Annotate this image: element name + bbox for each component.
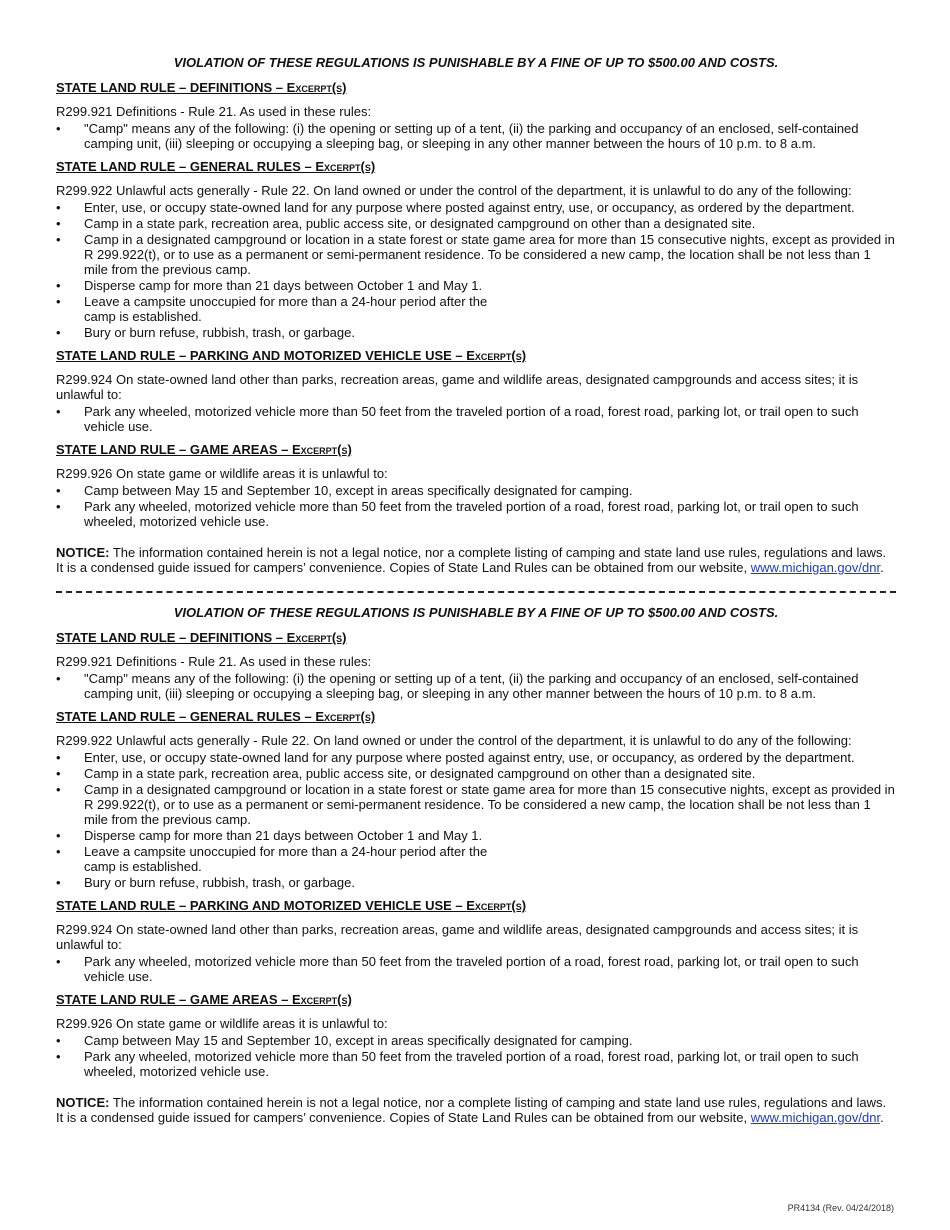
- rule-list: [56, 671, 896, 701]
- rule-item: [56, 216, 896, 231]
- bullet-icon: •: [56, 782, 61, 797]
- rule-item: [56, 782, 896, 827]
- section-heading-excerpt: Excerpt(s): [466, 898, 527, 913]
- rule-list: [56, 121, 896, 151]
- bullet-icon: •: [56, 121, 61, 136]
- bullet-icon: •: [56, 483, 61, 498]
- section-heading-text: STATE LAND RULE – GAME AREAS –: [56, 442, 292, 457]
- game-areas-section: [56, 442, 896, 529]
- bullet-icon: •: [56, 216, 61, 231]
- parking-section: [56, 898, 896, 984]
- bullet-icon: •: [56, 750, 61, 765]
- section-heading-text: STATE LAND RULE – GENERAL RULES –: [56, 159, 316, 174]
- section-heading: [56, 442, 896, 457]
- section-heading: [56, 709, 896, 724]
- section-heading-text: STATE LAND RULE – GAME AREAS –: [56, 992, 292, 1007]
- rule-list: [56, 200, 896, 340]
- section-heading-excerpt: Excerpt(s): [286, 630, 347, 645]
- rule-item-text: Park any wheeled, motorized vehicle more than 50 feet from the traveled portion of a road, forest road, parking lot, or trail open to such wheeled, motorized vehicle use.: [84, 499, 859, 529]
- regulations-notice: [56, 55, 896, 575]
- rule-item-text: Camp between May 15 and September 10, except in areas specifically designated for camping.: [84, 1033, 633, 1048]
- rule-item: [56, 1033, 896, 1048]
- rule-item-text: Camp in a designated campground or location in a state forest or state game area for more than 15 consecutive nights, except as provided in R 299.922(t), or to use as a permanent or semi-permanent residence. To be considered a new camp, the location shall be not less than 1 mile from the previous camp.: [84, 232, 895, 277]
- section-heading-text: STATE LAND RULE – PARKING AND MOTORIZED VEHICLE USE –: [56, 348, 467, 363]
- fine-warning: VIOLATION OF THESE REGULATIONS IS PUNISHABLE BY A FINE OF UP TO $500.00 AND COSTS.: [173, 55, 779, 70]
- bullet-icon: •: [56, 875, 61, 890]
- rule-item-text: Enter, use, or occupy state-owned land for any purpose where posted against entry, use, or occupancy, as ordered by the department.: [84, 200, 855, 215]
- rule-item: [56, 232, 896, 277]
- rule-item: [56, 828, 896, 843]
- rule-item: [56, 200, 896, 215]
- bullet-icon: •: [56, 294, 61, 309]
- section-heading-excerpt: Excerpt(s): [315, 709, 376, 724]
- rule-item-text: "Camp" means any of the following: (i) the opening or setting up of a tent, (ii) the parking and occupancy of an enclosed, self-contained camping unit, (iii) sleeping or occupying a sleeping bag, or sleeping in any other manner between the hours of 10 p.m. to 8 a.m.: [84, 671, 859, 701]
- rule-item: [56, 278, 896, 293]
- bullet-icon: •: [56, 499, 61, 514]
- rule-item: [56, 954, 896, 984]
- form-id: PR4134 (Rev. 04/24/2018): [787, 1203, 894, 1213]
- rule-item-text: Park any wheeled, motorized vehicle more than 50 feet from the traveled portion of a road, forest road, parking lot, or trail open to such vehicle use.: [84, 404, 859, 434]
- rule-item-text: Enter, use, or occupy state-owned land for any purpose where posted against entry, use, or occupancy, as ordered by the department.: [84, 750, 855, 765]
- definitions-section: [56, 80, 896, 151]
- legal-notice: [56, 1095, 896, 1125]
- section-heading: [56, 159, 896, 174]
- rule-item: [56, 499, 896, 529]
- rule-item-text: Bury or burn refuse, rubbish, trash, or garbage.: [84, 325, 355, 340]
- section-heading-excerpt: Excerpt(s): [466, 348, 527, 363]
- general-rules-section: [56, 159, 896, 340]
- bullet-icon: •: [56, 1049, 61, 1064]
- rule-item-text: Camp in a state park, recreation area, public access site, or designated campground on other than a designated site.: [84, 766, 756, 781]
- legal-notice: [56, 545, 896, 575]
- bullet-icon: •: [56, 278, 61, 293]
- section-heading: [56, 992, 896, 1007]
- parking-section: [56, 348, 896, 434]
- rule-item: [56, 671, 896, 701]
- fine-warning: VIOLATION OF THESE REGULATIONS IS PUNISHABLE BY A FINE OF UP TO $500.00 AND COSTS.: [173, 605, 779, 620]
- notice-text: The information contained herein is not a legal notice, nor a complete listing of camping and state land use rules, regulations and laws. It is a condensed guide issued for campers’ convenience. Copies of State Land Rules can be obtained from our website,: [56, 1095, 887, 1125]
- rule-item-text: Disperse camp for more than 21 days between October 1 and May 1.: [84, 278, 483, 293]
- section-heading-text: STATE LAND RULE – DEFINITIONS –: [56, 630, 287, 645]
- section-heading-excerpt: Excerpt(s): [291, 442, 352, 457]
- rule-item-text: "Camp" means any of the following: (i) the opening or setting up of a tent, (ii) the parking and occupancy of an enclosed, self-contained camping unit, (iii) sleeping or occupying a sleeping bag, or sleeping in any other manner between the hours of 10 p.m. to 8 a.m.: [84, 121, 859, 151]
- bullet-icon: •: [56, 200, 61, 215]
- notice-end: .: [880, 1110, 884, 1125]
- rule-intro: R299.921 Definitions - Rule 21. As used in these rules:: [56, 654, 372, 669]
- section-heading: [56, 80, 896, 95]
- section-heading-text: STATE LAND RULE – DEFINITIONS –: [56, 80, 287, 95]
- rule-intro: R299.924 On state-owned land other than parks, recreation areas, game and wildlife areas, designated campgrounds and access sites; it is unlawful to:: [56, 922, 859, 952]
- rule-intro: R299.924 On state-owned land other than parks, recreation areas, game and wildlife areas, designated campgrounds and access sites; it is unlawful to:: [56, 372, 859, 402]
- dnr-website-link[interactable]: www.michigan.gov/dnr: [750, 560, 881, 575]
- bullet-icon: •: [56, 1033, 61, 1048]
- rule-item-text: Disperse camp for more than 21 days between October 1 and May 1.: [84, 828, 483, 843]
- rule-intro: R299.922 Unlawful acts generally - Rule 22. On land owned or under the control of the department, it is unlawful to do any of the following:: [56, 733, 852, 748]
- rule-list: [56, 1033, 896, 1079]
- section-heading: [56, 348, 896, 363]
- rule-list: [56, 404, 896, 434]
- rule-item-text: Leave a campsite unoccupied for more than a 24-hour period after the camp is established.: [84, 294, 488, 324]
- rule-item: [56, 750, 896, 765]
- rule-list: [56, 750, 896, 890]
- section-heading: [56, 898, 896, 913]
- rule-item-text: Camp in a designated campground or location in a state forest or state game area for more than 15 consecutive nights, except as provided in R 299.922(t), or to use as a permanent or semi-permanent residence. To be considered a new camp, the location shall be not less than 1 mile from the previous camp.: [84, 782, 895, 827]
- rule-item-text: Park any wheeled, motorized vehicle more than 50 feet from the traveled portion of a road, forest road, parking lot, or trail open to such wheeled, motorized vehicle use.: [84, 1049, 859, 1079]
- section-heading: [56, 630, 896, 645]
- notice-label: NOTICE:: [56, 1095, 110, 1110]
- section-heading-excerpt: Excerpt(s): [315, 159, 376, 174]
- rule-item-text: Bury or burn refuse, rubbish, trash, or garbage.: [84, 875, 355, 890]
- rule-item: [56, 483, 896, 498]
- regulations-notice: [56, 605, 896, 1125]
- rule-item-text: Camp between May 15 and September 10, except in areas specifically designated for camping.: [84, 483, 633, 498]
- rule-intro: R299.921 Definitions - Rule 21. As used in these rules:: [56, 104, 372, 119]
- rule-intro: R299.922 Unlawful acts generally - Rule 22. On land owned or under the control of the department, it is unlawful to do any of the following:: [56, 183, 852, 198]
- cut-line-divider: [56, 591, 896, 593]
- section-heading-text: STATE LAND RULE – PARKING AND MOTORIZED VEHICLE USE –: [56, 898, 467, 913]
- bullet-icon: •: [56, 671, 61, 686]
- notice-end: .: [880, 560, 884, 575]
- bullet-icon: •: [56, 828, 61, 843]
- notice-page: [56, 55, 896, 1125]
- bullet-icon: •: [56, 844, 61, 859]
- rule-intro: R299.926 On state game or wildlife areas it is unlawful to:: [56, 466, 388, 481]
- rule-item: [56, 404, 896, 434]
- rule-item-text: Leave a campsite unoccupied for more than a 24-hour period after the camp is established.: [84, 844, 488, 874]
- section-heading-excerpt: Excerpt(s): [286, 80, 347, 95]
- bullet-icon: •: [56, 954, 61, 969]
- rule-item: [56, 875, 896, 890]
- rule-item: [56, 121, 896, 151]
- rule-intro: R299.926 On state game or wildlife areas it is unlawful to:: [56, 1016, 388, 1031]
- section-heading-excerpt: Excerpt(s): [291, 992, 352, 1007]
- bullet-icon: •: [56, 404, 61, 419]
- bullet-icon: •: [56, 766, 61, 781]
- game-areas-section: [56, 992, 896, 1079]
- rule-item: [56, 294, 896, 324]
- rule-item: [56, 766, 896, 781]
- dnr-website-link[interactable]: www.michigan.gov/dnr: [750, 1110, 881, 1125]
- rule-list: [56, 483, 896, 529]
- rule-item-text: Park any wheeled, motorized vehicle more than 50 feet from the traveled portion of a road, forest road, parking lot, or trail open to such vehicle use.: [84, 954, 859, 984]
- section-heading-text: STATE LAND RULE – GENERAL RULES –: [56, 709, 316, 724]
- notice-text: The information contained herein is not a legal notice, nor a complete listing of camping and state land use rules, regulations and laws. It is a condensed guide issued for campers’ convenience. Copies of State Land Rules can be obtained from our website,: [56, 545, 887, 575]
- bullet-icon: •: [56, 232, 61, 247]
- rule-item: [56, 844, 896, 874]
- notice-label: NOTICE:: [56, 545, 110, 560]
- general-rules-section: [56, 709, 896, 890]
- rule-list: [56, 954, 896, 984]
- rule-item: [56, 1049, 896, 1079]
- bullet-icon: •: [56, 325, 61, 340]
- rule-item-text: Camp in a state park, recreation area, public access site, or designated campground on other than a designated site.: [84, 216, 756, 231]
- definitions-section: [56, 630, 896, 701]
- rule-item: [56, 325, 896, 340]
